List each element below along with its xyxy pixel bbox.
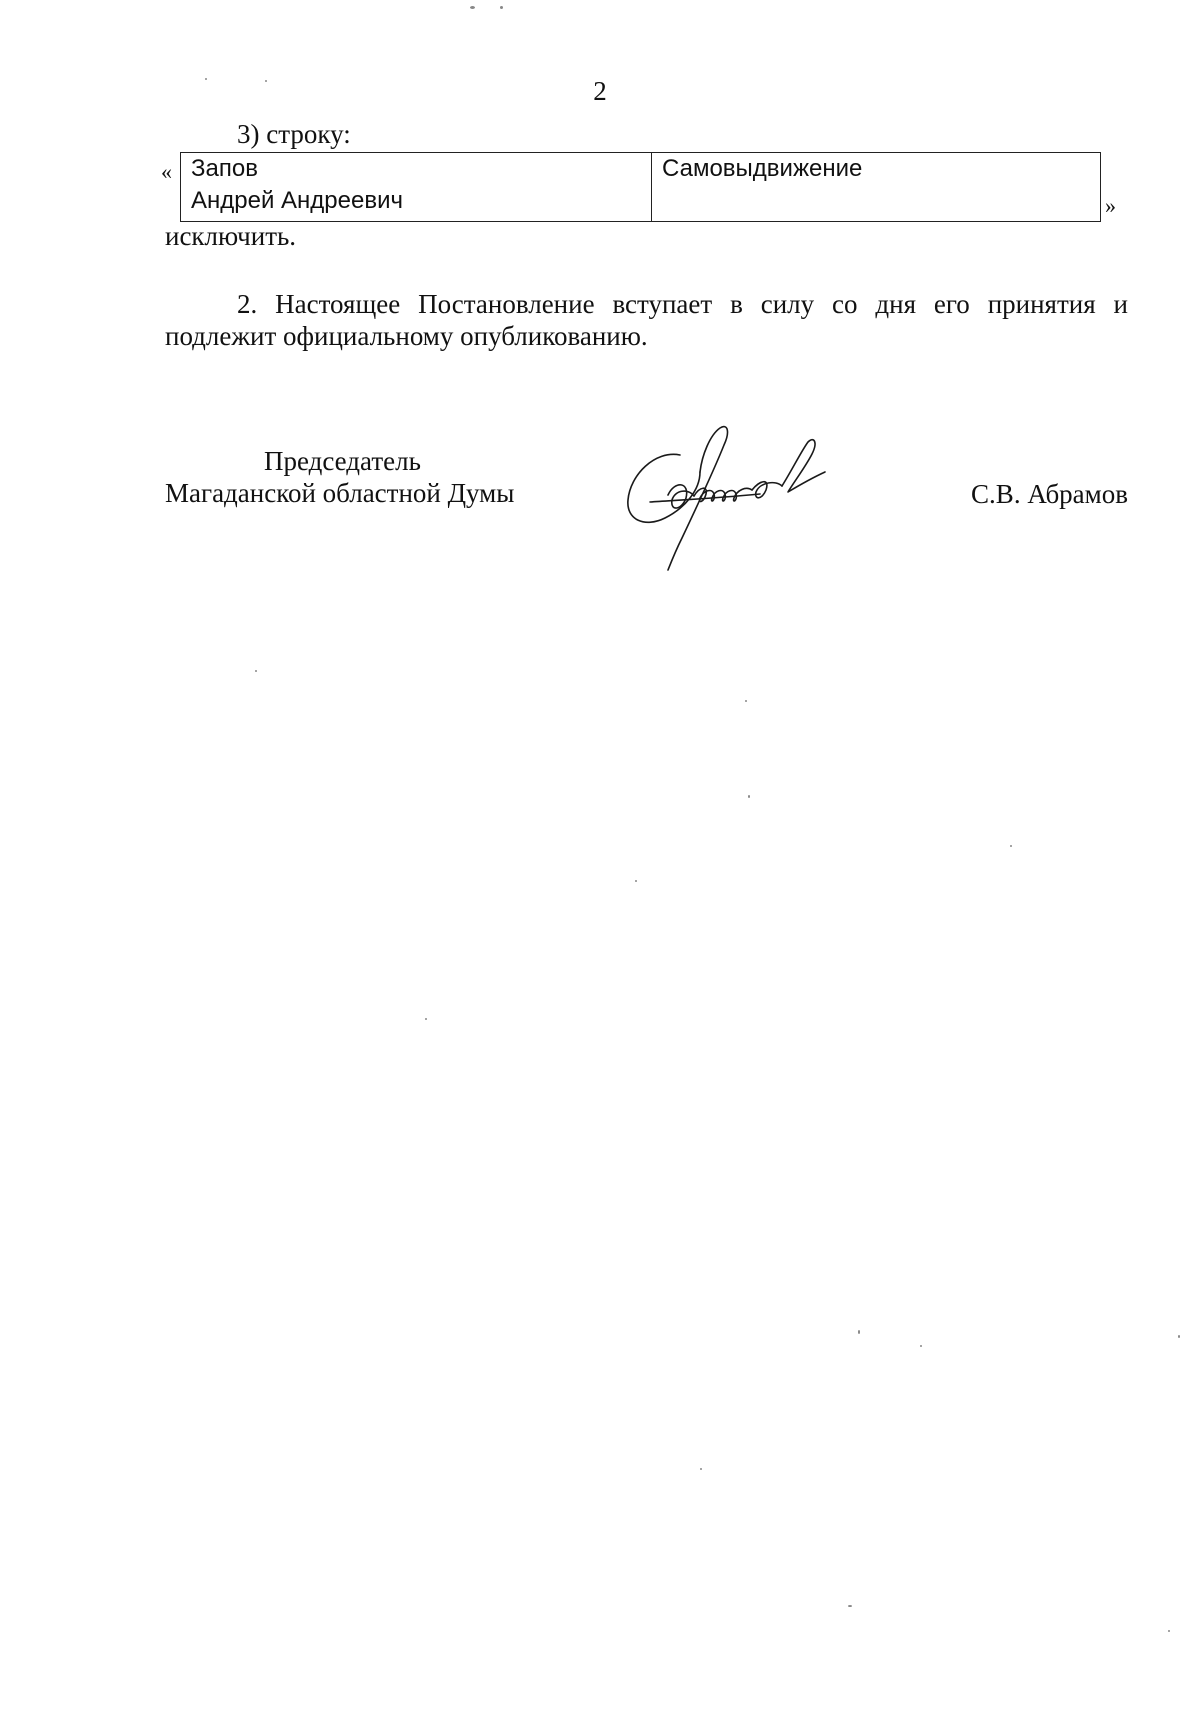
scan-speck (1010, 845, 1012, 847)
scan-speck (920, 1345, 922, 1347)
nomination-text: Самовыдвижение (662, 155, 863, 182)
candidate-name-cell (181, 153, 652, 222)
exclude-text: исключить. (165, 221, 297, 251)
scan-speck (1178, 1335, 1180, 1338)
scan-speck (745, 700, 747, 702)
effective-date-paragraph (165, 288, 1128, 352)
candidate-given-names: Андрей Андреевич (191, 187, 404, 214)
scan-speck (470, 6, 475, 9)
closing-quote: » (1105, 193, 1116, 218)
handwritten-signature (620, 420, 850, 580)
position-line-2: Магаданской областной Думы (165, 478, 515, 508)
opening-quote: « (161, 159, 172, 184)
position-line-1: Председатель (264, 446, 421, 476)
page-number: 2 (593, 76, 607, 106)
paragraph-text: 2. Настоящее Постановление вступает в силу со дня его принятия и подлежит официальному опубликованию. (165, 289, 1128, 351)
scan-speck (255, 670, 257, 672)
scan-speck (635, 880, 637, 882)
scan-speck (205, 78, 207, 80)
scan-speck (1168, 1630, 1170, 1632)
scan-speck (848, 1605, 852, 1607)
scan-speck (700, 1468, 702, 1470)
candidate-row-table (180, 152, 1101, 222)
candidate-surname: Запов (191, 155, 258, 182)
signatory-name: С.В. Абрамов (971, 479, 1128, 509)
scan-speck (748, 795, 750, 798)
signatory-position (165, 445, 545, 509)
scan-speck (425, 1018, 427, 1020)
scan-speck (265, 80, 267, 82)
item-intro: 3) строку: (237, 119, 351, 149)
scan-speck (858, 1330, 860, 1334)
nomination-cell (652, 153, 1101, 222)
table-row (181, 153, 1101, 222)
scan-speck (500, 6, 503, 9)
